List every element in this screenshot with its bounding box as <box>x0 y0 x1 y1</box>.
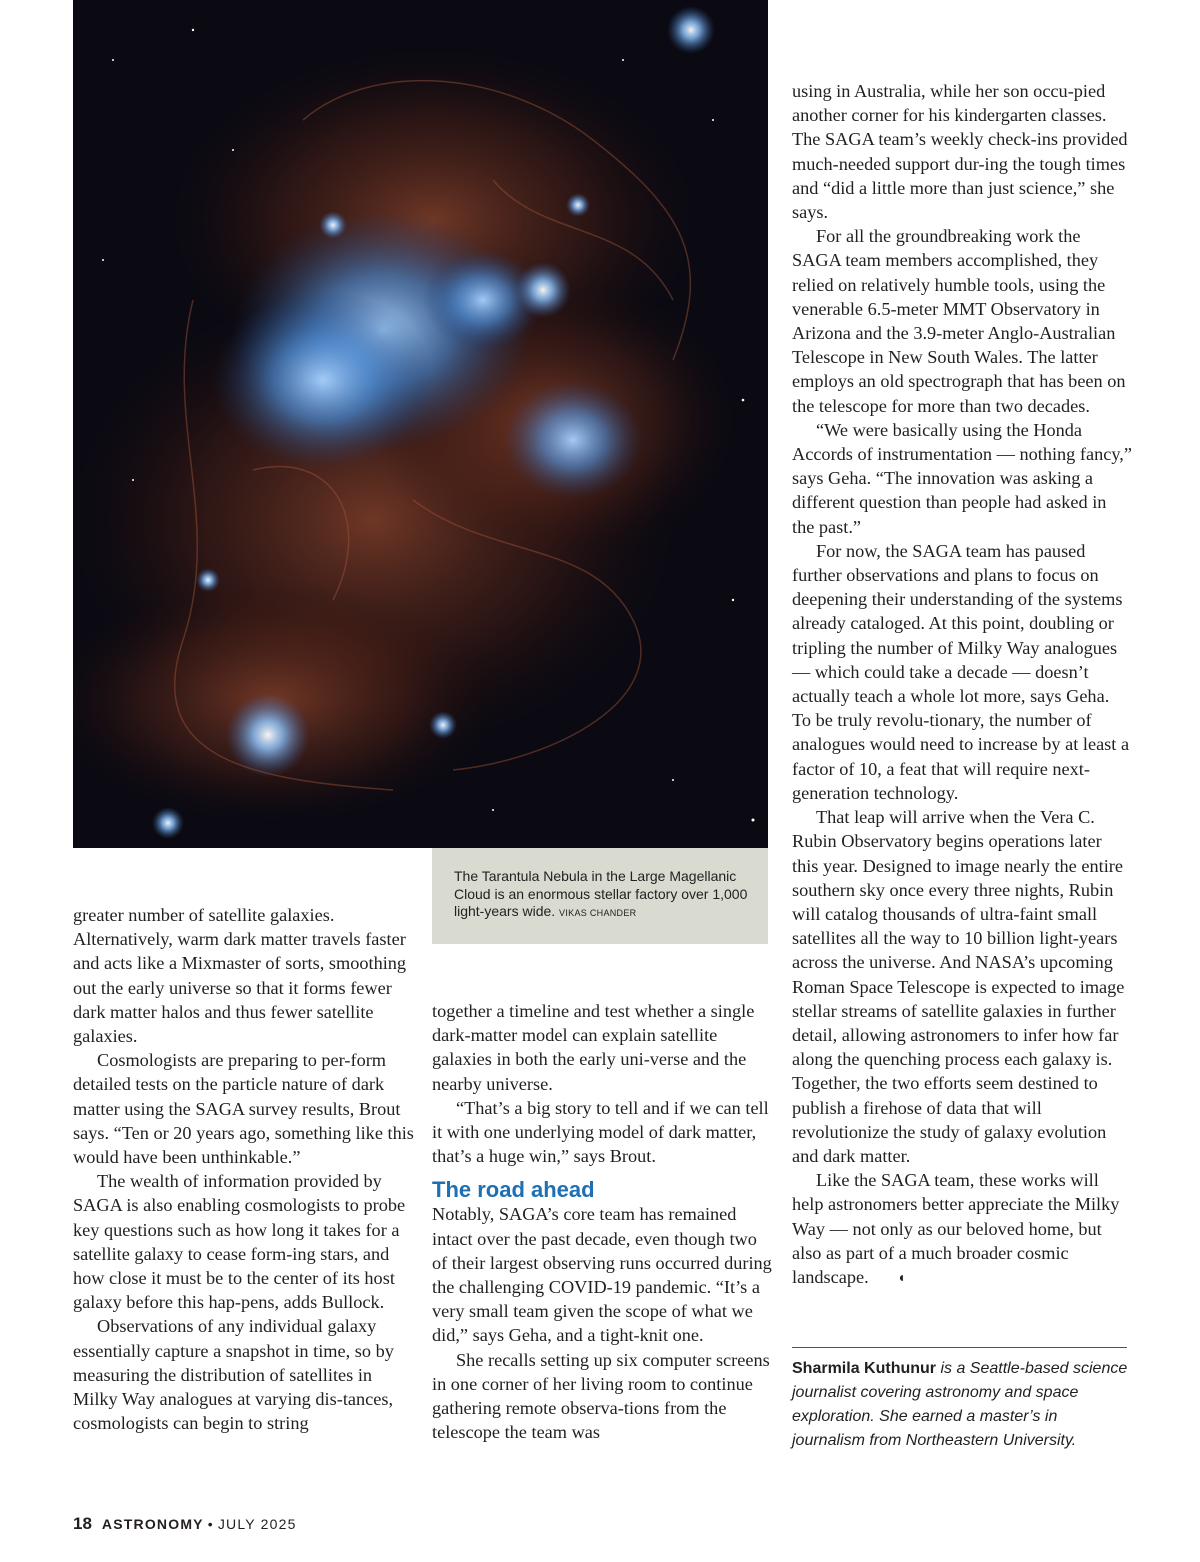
paragraph: That leap will arrive when the Vera C. Rubin Observatory begins operations later this year. Designed to image nearly the entire southern sky once every three nights, Rubin will catalog thousands of ultra-faint small satellites all the way to 10 billion light-years across the universe. And NASA’s upcoming Roman Space Telescope is expected to image stellar streams of satellite galaxies in further detail, allowing astronomers to infer how far along the quenching process each galaxy is. Together, the two efforts seem destined to publish a firehose of data that will revolutionize the study of galaxy evolution and dark matter. <box>792 807 1125 1166</box>
paragraph: together a timeline and test whether a single dark-matter model can explain satellite galaxies in both the early uni-verse and the nearby universe. <box>432 1001 755 1094</box>
paragraph: “That’s a big story to tell and if we can tell it with one underlying model of dark matter, that’s a huge win,” says Brout. <box>432 1097 769 1167</box>
bio-divider <box>792 1347 1127 1348</box>
final-paragraph <box>792 1168 1132 1291</box>
author-name: Sharmila Kuthunur <box>792 1360 937 1377</box>
bio-text: is a Seattle-based science journalist covering astronomy and space exploration. She earned a master’s in journalism from Northeastern University. <box>792 1360 1128 1449</box>
paragraph: “We were basically using the Honda Accords of instrumentation — nothing fancy,” says Geha. “The innovation was asking a different question than people had asked in the past.” <box>792 419 1132 537</box>
page-footer <box>73 1514 297 1534</box>
issue-date: JULY 2025 <box>217 1516 297 1532</box>
paragraph: using in Australia, while her son occu-pied another corner for his kindergarten classes. The SAGA team’s weekly check-ins provided much-needed support dur-ing the tough times and “did a little more than just science,” she says. <box>792 81 1128 223</box>
paragraph: The wealth of information provided by SAGA is also enabling cosmologists to probe key questions such as how long it takes for a satellite galaxy to cease form-ing stars, and how close it must be to the center of its host galaxy before this hap-pens, adds Bullock. <box>73 1171 406 1313</box>
section-heading: The road ahead <box>432 1177 595 1203</box>
paragraph: Notably, SAGA’s core team has remained intact over the past decade, even though two of their largest observing runs occurred during the challenging COVID-19 pandemic. “It’s a very small team given the scope of what we did,” says Geha, and a tight-knit one. <box>432 1204 772 1346</box>
article-column-2 <box>432 999 772 1444</box>
paragraph-text: Like the SAGA team, these works will help astronomers better appreciate the Milky Way — not only as our beloved home, but also as part of a much broader cosmic landscape. <box>792 1170 1120 1287</box>
magazine-name: ASTRONOMY <box>101 1516 204 1532</box>
end-mark-icon: ◖ <box>897 1270 906 1286</box>
photo-credit: VIKAS CHANDER <box>559 908 637 918</box>
photo-caption <box>432 848 768 944</box>
paragraph: For now, the SAGA team has paused further observations and plans to focus on deepening their understanding of the systems already cataloged. At this point, doubling or tripling the number of Milky Way analogues — which could take a decade — doesn’t actually teach a whole lot more, says Geha. To be truly revolu-tionary, the number of analogues would need to increase by at least a factor of 10, a feat that will require next-generation technology. <box>792 540 1130 803</box>
nebula-image <box>73 0 768 848</box>
page-number: 18 <box>73 1514 92 1533</box>
article-column-3 <box>792 79 1132 1291</box>
caption-text: The Tarantula Nebula in the Large Magellanic Cloud is an enormous stellar factory over 1,000 light-years wide. <box>454 868 748 919</box>
paragraph: Observations of any individual galaxy essentially capture a snapshot in time, so by measuring the distribution of satellites in Milky Way analogues at varying dis-tances, cosmologists can begin to string <box>73 1316 394 1434</box>
author-bio <box>792 1357 1132 1453</box>
paragraph: greater number of satellite galaxies. Alternatively, warm dark matter travels faster and acts like a Mixmaster of sorts, smoothing out the early universe so that it forms fewer dark matter halos and thus fewer satellite galaxies. <box>73 905 407 1047</box>
nebula-photo <box>73 0 768 848</box>
paragraph: She recalls setting up six computer screens in one corner of her living room to continue gathering remote observa-tions from the telescope the team was <box>432 1349 770 1443</box>
paragraph: For all the groundbreaking work the SAGA team members accomplished, they relied on relatively humble tools, using the venerable 6.5-meter MMT Observatory in Arizona and the 3.9-meter Anglo-Australian Telescope in New South Wales. The latter employs an old spectrograph that has been on the telescope for more than two decades. <box>792 226 1126 416</box>
article-column-1 <box>73 903 415 1435</box>
footer-separator: • <box>207 1516 214 1532</box>
paragraph: Cosmologists are preparing to per-form detailed tests on the particle nature of dark matter using the SAGA survey results, Brout says. “Ten or 20 years ago, something like this would have been unthinkable.” <box>73 1050 414 1168</box>
